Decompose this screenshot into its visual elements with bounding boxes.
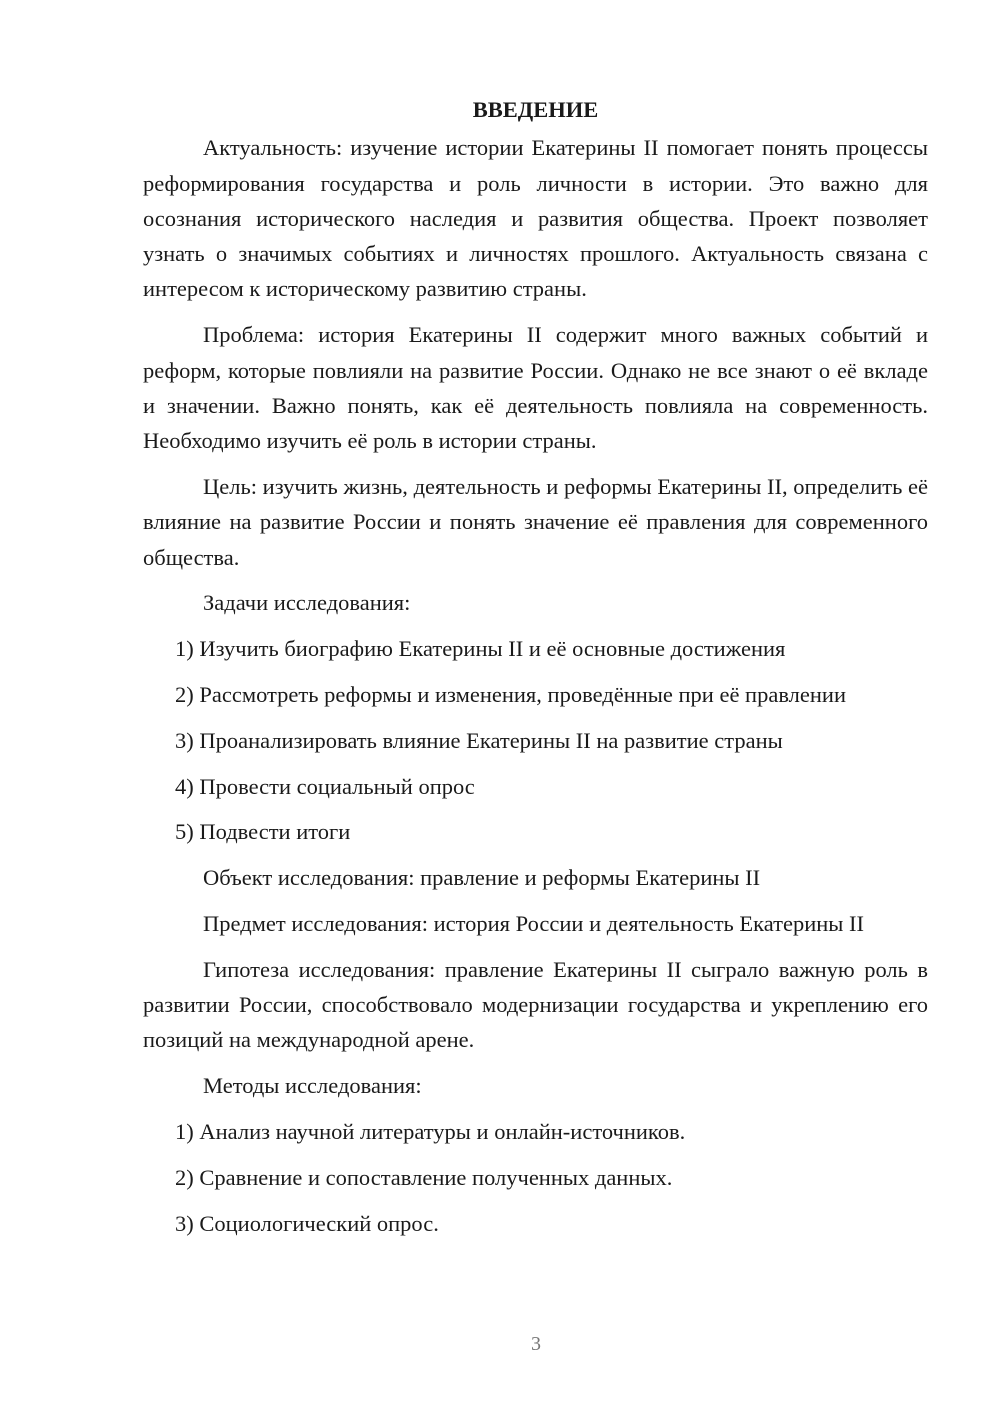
page-number: 3 [531,1333,541,1355]
section-title: ВВЕДЕНИЕ [472,97,599,122]
relevance-paragraph: Актуальность: изучение истории Екатерины II помогает понять процессы реформирования государства и роль личности в истории. Это важно для осознания исторического наследия и развития общества. Проект позволяет узнать о значимых событиях и личностях прошлого. Актуальность связана с интересом к историческому развитию страны. [143,135,928,302]
subject-paragraph: Предмет исследования: история России и деятельность Екатерины II [203,910,865,936]
task-item: 1) Изучить биографию Екатерины II и её основные достижения [175,636,786,662]
goal-paragraph: Цель: изучить жизнь, деятельность и реформы Екатерины II, определить её влияние на развитие России и понять значение её правления для современного общества. [143,473,928,570]
problem-paragraph: Проблема: история Екатерины II содержит много важных событий и реформ, которые повлияли на развитие России. Однако не все знают о её вкладе и значении. Важно понять, как её деятельность повлияла на современность. Необходимо изучить её роль в истории страны. [143,322,928,454]
methods-heading: Методы исследования: [203,1073,422,1099]
task-item: 3) Проанализировать влияние Екатерины II на развитие страны [175,727,783,753]
task-item: 4) Провести социальный опрос [175,773,475,799]
hypothesis-paragraph: Гипотеза исследования: правление Екатерины II сыграло важную роль в развитии России, способствовало модернизации государства и укреплению его позиций на международной арене. [143,956,928,1053]
task-item: 2) Рассмотреть реформы и изменения, проведённые при её правлении [175,681,847,707]
tasks-heading: Задачи исследования: [203,590,411,616]
method-item: 2) Сравнение и сопоставление полученных данных. [175,1164,673,1190]
document-page [143,92,928,1251]
method-item: 1) Анализ научной литературы и онлайн-источников. [175,1118,686,1144]
task-item: 5) Подвести итоги [175,819,351,845]
method-item: 3) Социологический опрос. [175,1210,439,1236]
object-paragraph: Объект исследования: правление и реформы Екатерины II [203,865,761,891]
